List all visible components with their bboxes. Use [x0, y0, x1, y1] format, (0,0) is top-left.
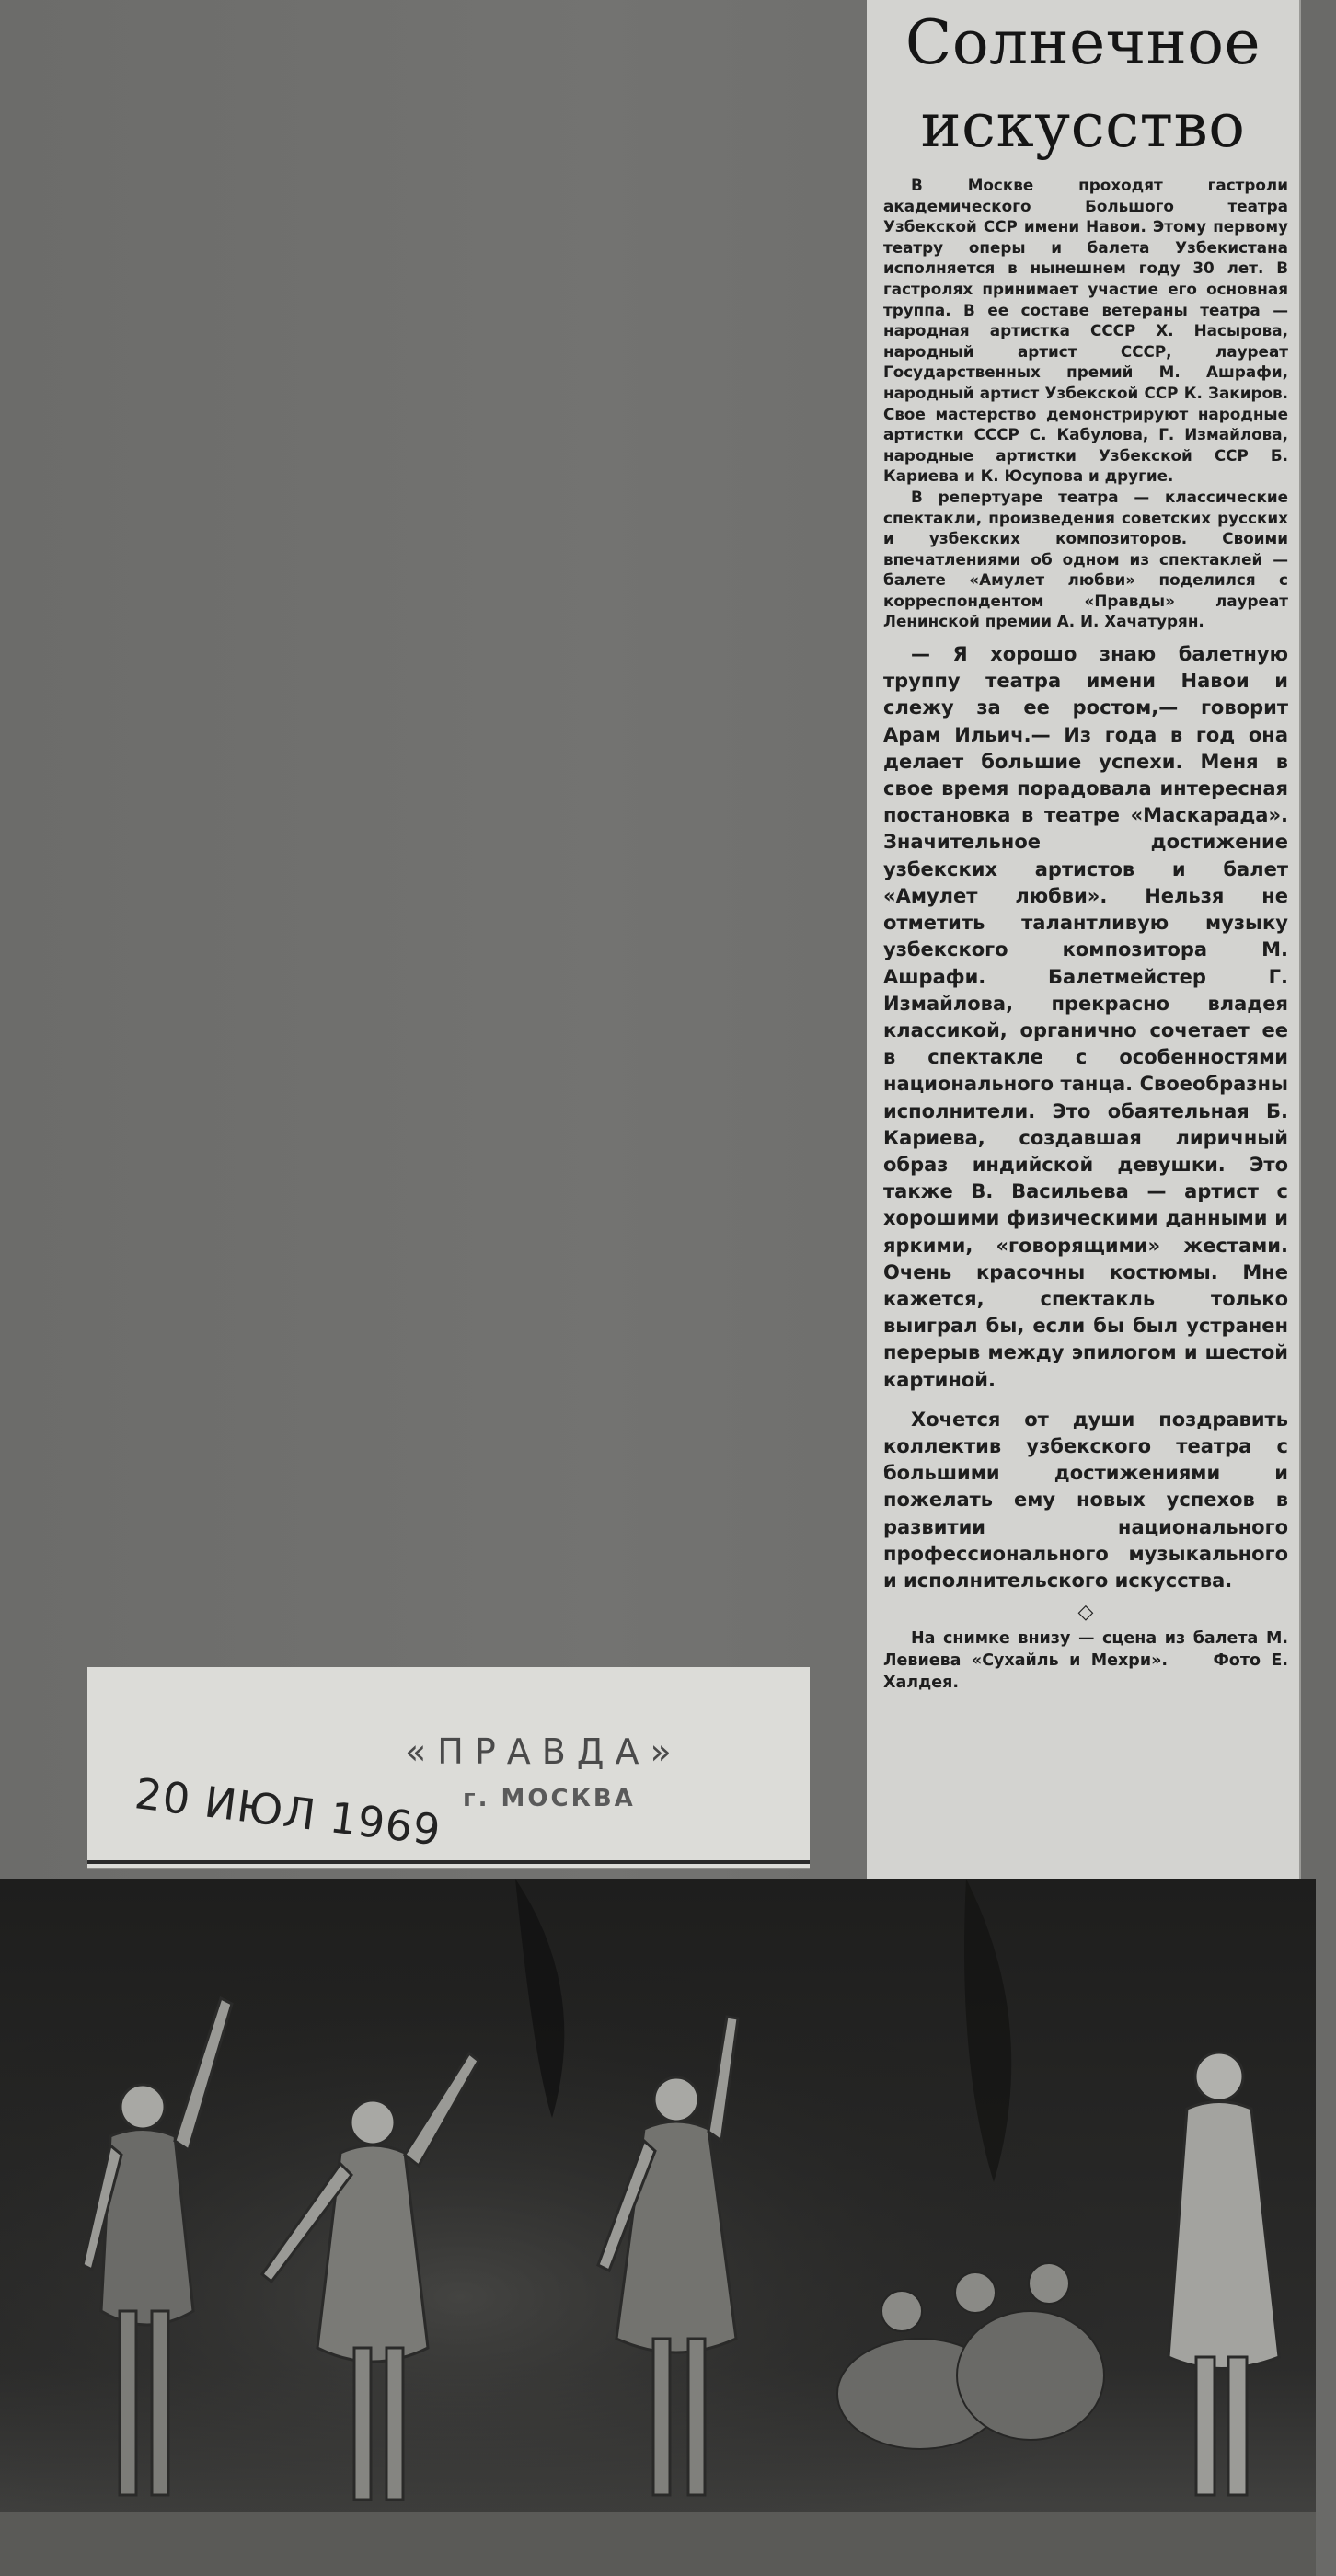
headline-line-2: искусство [920, 90, 1246, 161]
stamp-city: г. МОСКВА [463, 1785, 636, 1812]
stage-floor [0, 2512, 1316, 2576]
headline-line-1: Солнечное [904, 7, 1261, 78]
photo-credit: Фото Е. Халдея. [883, 1651, 1288, 1693]
newspaper-clipping [867, 0, 1299, 1881]
caption-text: На снимке внизу — сцена из балета М. Левиева «Сухайль и Мехри». [883, 1629, 1288, 1671]
paragraph-closing: Хочется от души поздравить коллектив узбекского театра с большими достижениями и пожелать ему новых успехов в развитии национального профессионального музыкального и исполнительского искусства. [883, 1408, 1288, 1592]
stamp-newspaper-name: «ПРАВДА» [405, 1731, 683, 1772]
ballet-scene-photo [0, 1879, 1316, 2576]
ballet-photo-illustration [0, 1879, 1316, 2576]
paragraph-lead: В Москве проходят гастроли академического Большого театра Узбекской ССР имени Навои. Этому первому театру оперы и балета Узбекистана исполняется в нынешнем году 30 лет. В гастролях принимает участие его основная труппа. В ее составе ветераны театра — народная артистка СССР Х. Насырова, народный артист СССР, лауреат Государственных премий М. Ашрафи, народный артист Узбекской ССР К. Закиров. Свое мастерство демонстрируют народные артистки СССР С. Кабулова, Г. Измайлова, народные артистки Узбекской ССР Б. Кариева и К. Юсупова и другие. [883, 176, 1288, 486]
article-body [883, 175, 1288, 1694]
paragraph-quote: — Я хорошо знаю балетную труппу театра имени Навои и слежу за ее ростом,— говорит Арам Ильич.— Из года в год она делает большие успехи. Меня в свое время порадовала интересная постановка в театре «Маскарада». Значительное достижение узбекских артистов и балет «Амулет любви». Нельзя не отметить талантливую музыку узбекского композитора М. Ашрафи. Балетмейстер Г. Измайлова, прекрасно владея классикой, органично сочетает ее в спектакле с особенностями национального танца. Своеобразны исполнители. Это обаятельная Б. Кариева, создавшая лиричный образ индийской девушки. Это также В. Васильева — артист с хорошими физическими данными и яркими, «говорящими» жестами. Очень красочны костюмы. Мне кажется, спектакль только выиграл бы, если бы был устранен перерыв между эпилогом и шестой картиной. [883, 643, 1288, 1391]
diamond-divider-icon: ◇ [1077, 1601, 1094, 1625]
stamp-date: 20 ИЮЛ 1969 [132, 1768, 444, 1856]
paragraph-repertoire: В репертуаре театра — классические спектакли, произведения советских русских и узбекских композиторов. Своими впечатлениями об одном из спектаклей — балете «Амулет любви» поделился с корреспондентом «Правды» лауреат Ленинской премии А. И. Хачатурян. [883, 487, 1288, 631]
stamp-card-rule [87, 1860, 810, 1864]
article-headline [867, 2, 1299, 167]
archive-stamp-card [87, 1667, 810, 1868]
photo-caption [883, 1627, 1288, 1694]
